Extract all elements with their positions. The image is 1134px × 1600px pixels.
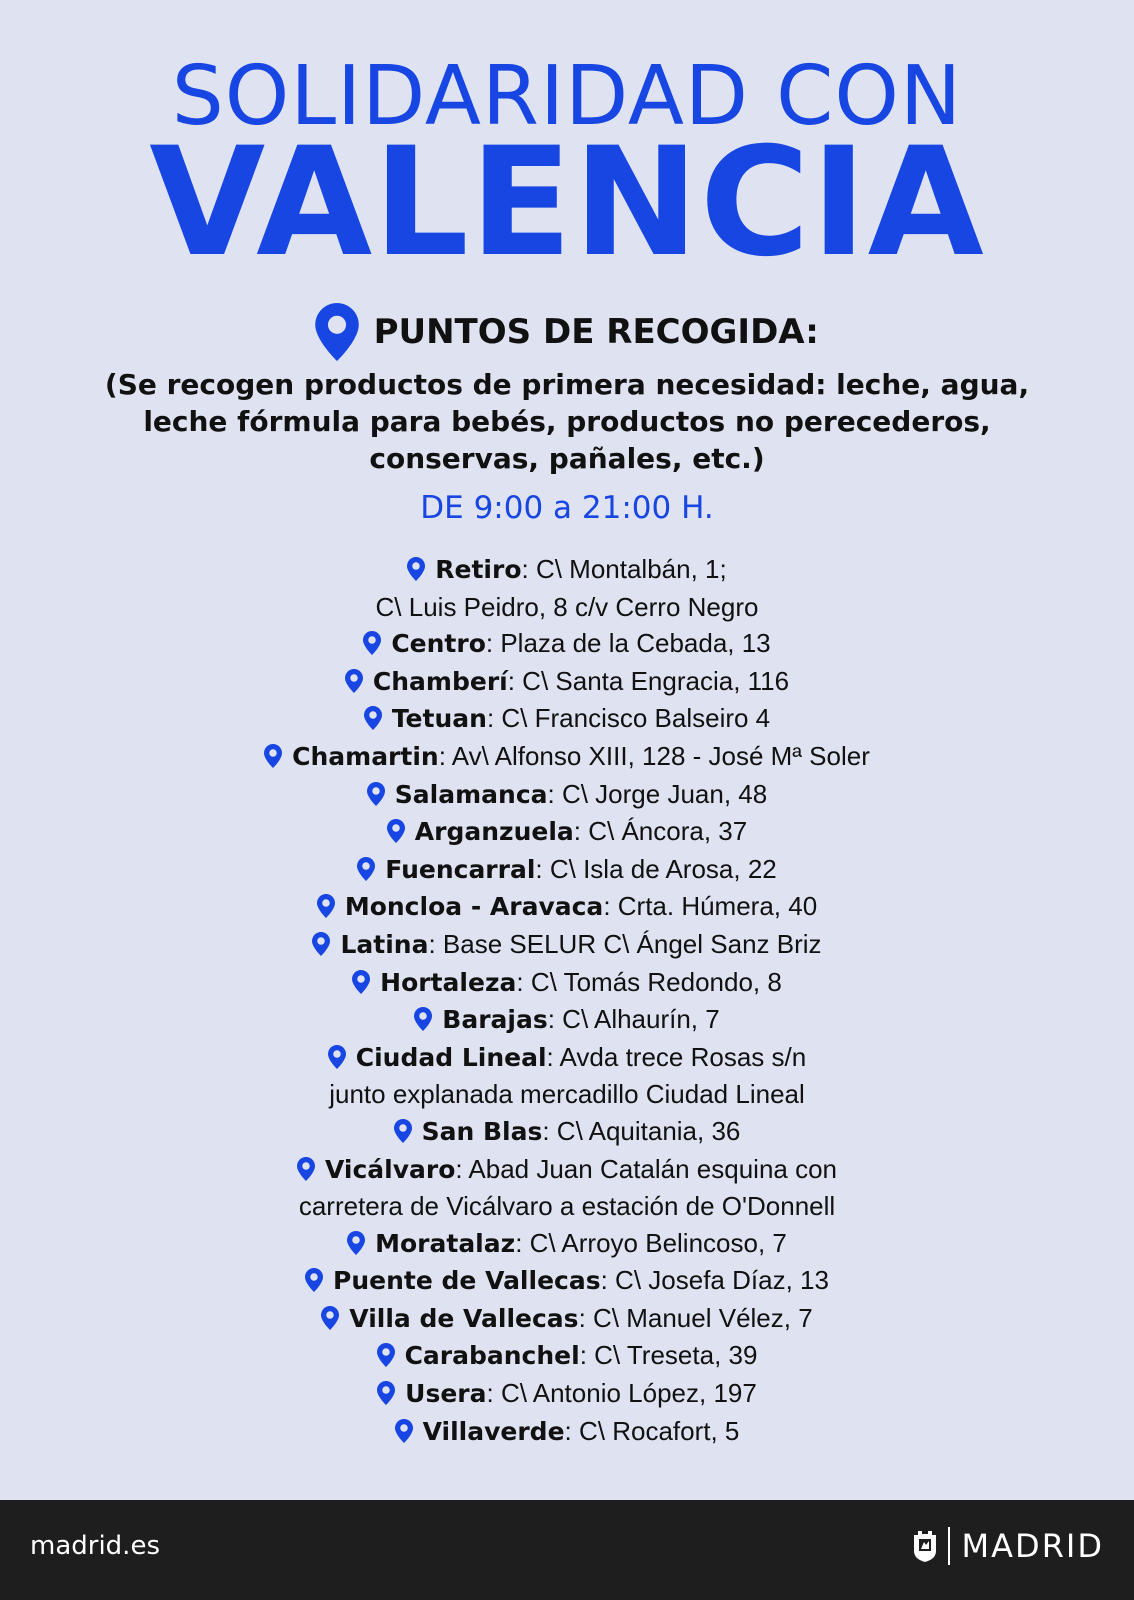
location-pin-icon (347, 1228, 365, 1252)
title-line-1: SOLIDARIDAD CON (171, 49, 963, 144)
location-pin-icon (321, 1303, 339, 1327)
location-pin-icon (363, 628, 381, 652)
brand-name: MADRID (961, 1527, 1104, 1565)
location-pin-icon (414, 1004, 432, 1028)
collection-point (0, 700, 1134, 738)
district-name: Arganzuela (414, 817, 574, 847)
collection-point (0, 1337, 1134, 1375)
location-pin-icon (297, 1154, 315, 1178)
address: : C\ Antonio López, 197 (486, 1378, 757, 1409)
district-name: Villaverde (422, 1416, 565, 1446)
collection-point (0, 926, 1134, 964)
address: : C\ Jorge Juan, 48 (547, 778, 768, 809)
district-name: Fuencarral (385, 854, 536, 884)
district-name: Moratalaz (375, 1228, 516, 1258)
district-name: Centro (391, 629, 486, 659)
location-pin-icon (364, 703, 382, 727)
location-pin-icon (328, 1042, 346, 1066)
district-name: Salamanca (394, 779, 548, 809)
madrid-brand (912, 1522, 1104, 1570)
collection-point (0, 738, 1134, 776)
district-name: Barajas (442, 1005, 548, 1035)
district-name: San Blas (421, 1116, 543, 1146)
address: : C\ Josefa Díaz, 13 (600, 1265, 829, 1296)
address: : Plaza de la Cebada, 13 (485, 628, 771, 659)
location-pin-icon (394, 1116, 412, 1140)
collection-point (0, 1262, 1134, 1300)
location-pin-icon (312, 929, 330, 953)
district-name: Villa de Vallecas (349, 1303, 579, 1333)
address: : Abad Juan Catalán esquina con (455, 1153, 838, 1184)
location-pin-icon (377, 1340, 395, 1364)
location-pin-icon (367, 779, 385, 803)
collection-point (0, 1225, 1134, 1263)
location-pin-icon (377, 1378, 395, 1402)
address-continuation: C\ Luis Peidro, 8 c/v Cerro Negro (375, 591, 759, 622)
collection-points-list (0, 551, 1134, 1450)
madrid-crest-icon (912, 1529, 938, 1563)
title-line-2: VALENCIA (149, 116, 985, 290)
location-pin-icon (357, 854, 375, 878)
collection-point (0, 1300, 1134, 1338)
collection-point (0, 964, 1134, 1002)
district-name: Retiro (435, 555, 522, 584)
location-pin-icon (315, 303, 359, 361)
district-name: Ciudad Lineal (355, 1042, 547, 1072)
address: : C\ Montalbán, 1; (521, 554, 727, 584)
address: : Crta. Húmera, 40 (603, 891, 818, 922)
address: : C\ Tomás Redondo, 8 (516, 966, 782, 997)
collection-point (0, 1413, 1134, 1451)
address: : C\ Aquitania, 36 (542, 1115, 741, 1146)
collection-point (0, 1375, 1134, 1413)
address: : Av\ Alfonso XIII, 128 - José Mª Soler (438, 740, 870, 771)
collection-point (0, 776, 1134, 814)
district-name: Tetuan (391, 704, 487, 734)
address: : C\ Arroyo Belincoso, 7 (515, 1227, 787, 1258)
address: : C\ Treseta, 39 (579, 1340, 758, 1371)
location-pin-icon (352, 967, 370, 991)
address: : Avda trece Rosas s/n (546, 1041, 807, 1072)
brand-divider (948, 1527, 950, 1565)
district-name: Carabanchel (404, 1341, 580, 1371)
district-name: Puente de Vallecas (333, 1266, 601, 1296)
collection-point (0, 888, 1134, 926)
district-name: Chamartin (292, 741, 439, 771)
collection-point (0, 813, 1134, 851)
district-name: Hortaleza (380, 967, 517, 997)
location-pin-icon (317, 891, 335, 915)
location-pin-icon (305, 1265, 323, 1289)
location-pin-icon (387, 816, 405, 840)
district-name: Chamberí (372, 666, 508, 696)
collection-point (0, 625, 1134, 663)
address: : C\ Santa Engracia, 116 (507, 665, 790, 696)
district-name: Moncloa - Aravaca (344, 892, 604, 922)
collection-point (0, 551, 1134, 625)
collection-point (0, 1151, 1134, 1225)
district-name: Usera (405, 1379, 487, 1409)
collection-point (0, 1001, 1134, 1039)
address: : C\ Manuel Vélez, 7 (578, 1302, 813, 1333)
address-continuation: junto explanada mercadillo Ciudad Lineal (329, 1079, 805, 1110)
products-note: (Se recogen productos de primera necesidad: leche, agua, leche fórmula para bebés, productos no perecederos, conservas, pañales, etc.) (104, 368, 1030, 475)
address: : C\ Isla de Arosa, 22 (535, 853, 777, 884)
location-pin-icon (264, 741, 282, 765)
collection-point (0, 1039, 1134, 1113)
collection-points-title: PUNTOS DE RECOGIDA: (373, 312, 819, 352)
district-name: Vicálvaro (324, 1154, 456, 1184)
location-pin-icon (395, 1416, 413, 1440)
location-pin-icon (407, 554, 425, 578)
footer (0, 1500, 1134, 1600)
address: : C\ Francisco Balseiro 4 (486, 703, 771, 734)
location-pin-icon (345, 666, 363, 690)
opening-hours: DE 9:00 a 21:00 H. (420, 490, 714, 526)
collection-point (0, 851, 1134, 889)
address: : C\ Rocafort, 5 (564, 1415, 740, 1446)
address: : C\ Alhaurín, 7 (547, 1004, 720, 1035)
district-name: Latina (340, 929, 429, 959)
website-link[interactable]: madrid.es (30, 1531, 160, 1561)
address: : Base SELUR C\ Ángel Sanz Briz (428, 928, 822, 959)
collection-point (0, 1113, 1134, 1151)
address-continuation: carretera de Vicálvaro a estación de O'Donnell (298, 1191, 836, 1222)
address: : C\ Áncora, 37 (573, 816, 748, 847)
collection-points-header (0, 303, 1134, 363)
collection-point (0, 663, 1134, 701)
